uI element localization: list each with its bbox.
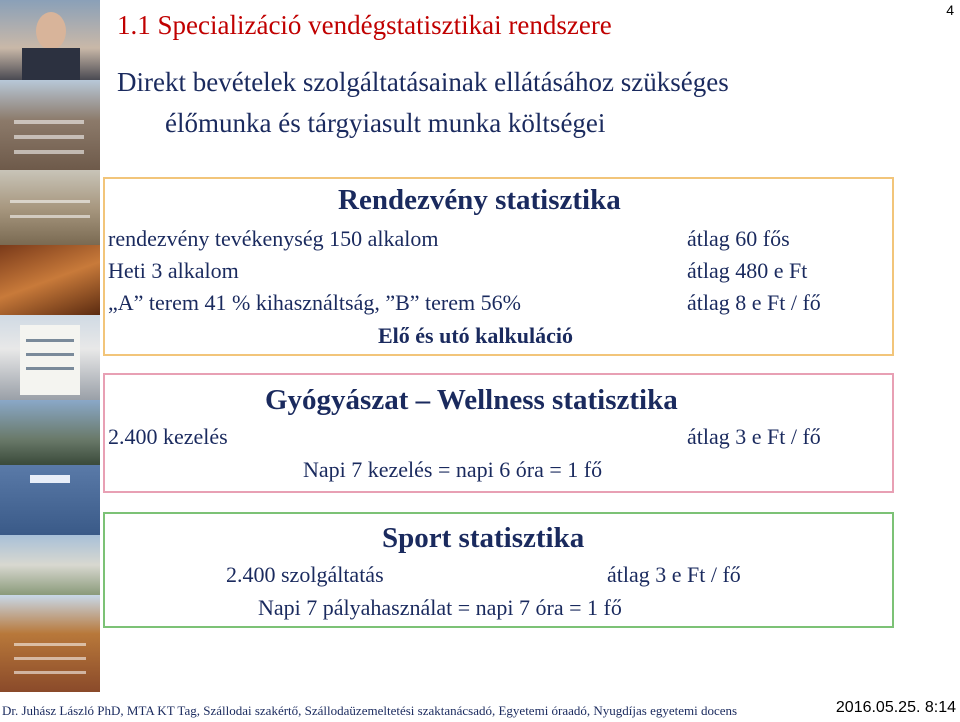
rendezveny-row2-left: Heti 3 alkalom [108,258,239,283]
hotel-photo-2 [0,170,100,245]
page-number: 4 [946,2,954,18]
footer-credit: Dr. Juhász László PhD, MTA KT Tag, Szállodai szakértő, Szállodaüzemeltetési szaktanácsadó, Egyetemi óraadó, Nyugdíjas egyetemi docens [2,703,738,718]
rendezveny-heading: Rendezvény statisztika [338,184,621,216]
hotel-photo-3 [0,315,100,400]
rendezveny-row3-left: „A” terem 41 % kihasználtság, ”B” terem 56% [108,290,521,315]
rendezveny-row3-right: átlag 8 e Ft / fő [687,290,821,315]
gyogyaszat-row1-left: 2.400 kezelés [108,424,228,449]
rendezveny-row1-left: rendezvény tevékenység 150 alkalom [108,226,439,251]
gyogyaszat-row2: Napi 7 kezelés = napi 6 óra = 1 fő [303,457,603,482]
rendezveny-row2-right: átlag 480 e Ft [687,258,808,283]
sport-row1-right: átlag 3 e Ft / fő [607,562,741,587]
sport-row1-left: 2.400 szolgáltatás [226,562,384,587]
hotel-photo-6 [0,595,100,692]
sport-row2: Napi 7 pályahasználat = napi 7 óra = 1 fő [258,595,622,620]
footer-date: 2016.05.25. 8:14 [835,699,956,716]
slide-title: 1.1 Specializáció vendégstatisztikai rendszere [117,10,612,40]
hotel-photo-4 [0,400,100,465]
hotel-photo-1 [0,80,100,170]
subtitle-line-1: Direkt bevételek szolgáltatásainak ellátásához szükséges [117,67,729,97]
footer [2,697,958,722]
restaurant-photo [0,245,100,315]
subtitle-line-2: élőmunka és tárgyiasult munka költségei [165,108,606,138]
rendezveny-row4: Elő és utó kalkuláció [378,323,573,348]
novotel-photo [0,465,100,535]
gyogyaszat-row1-right: átlag 3 e Ft / fő [687,424,821,449]
gyogyaszat-heading: Gyógyászat – Wellness statisztika [265,384,678,416]
hotel-photo-5 [0,535,100,595]
hotel-photo-strip [0,0,100,692]
rendezveny-row1-right: átlag 60 fős [687,226,790,251]
sport-heading: Sport statisztika [382,522,585,554]
portrait-photo [0,0,100,80]
